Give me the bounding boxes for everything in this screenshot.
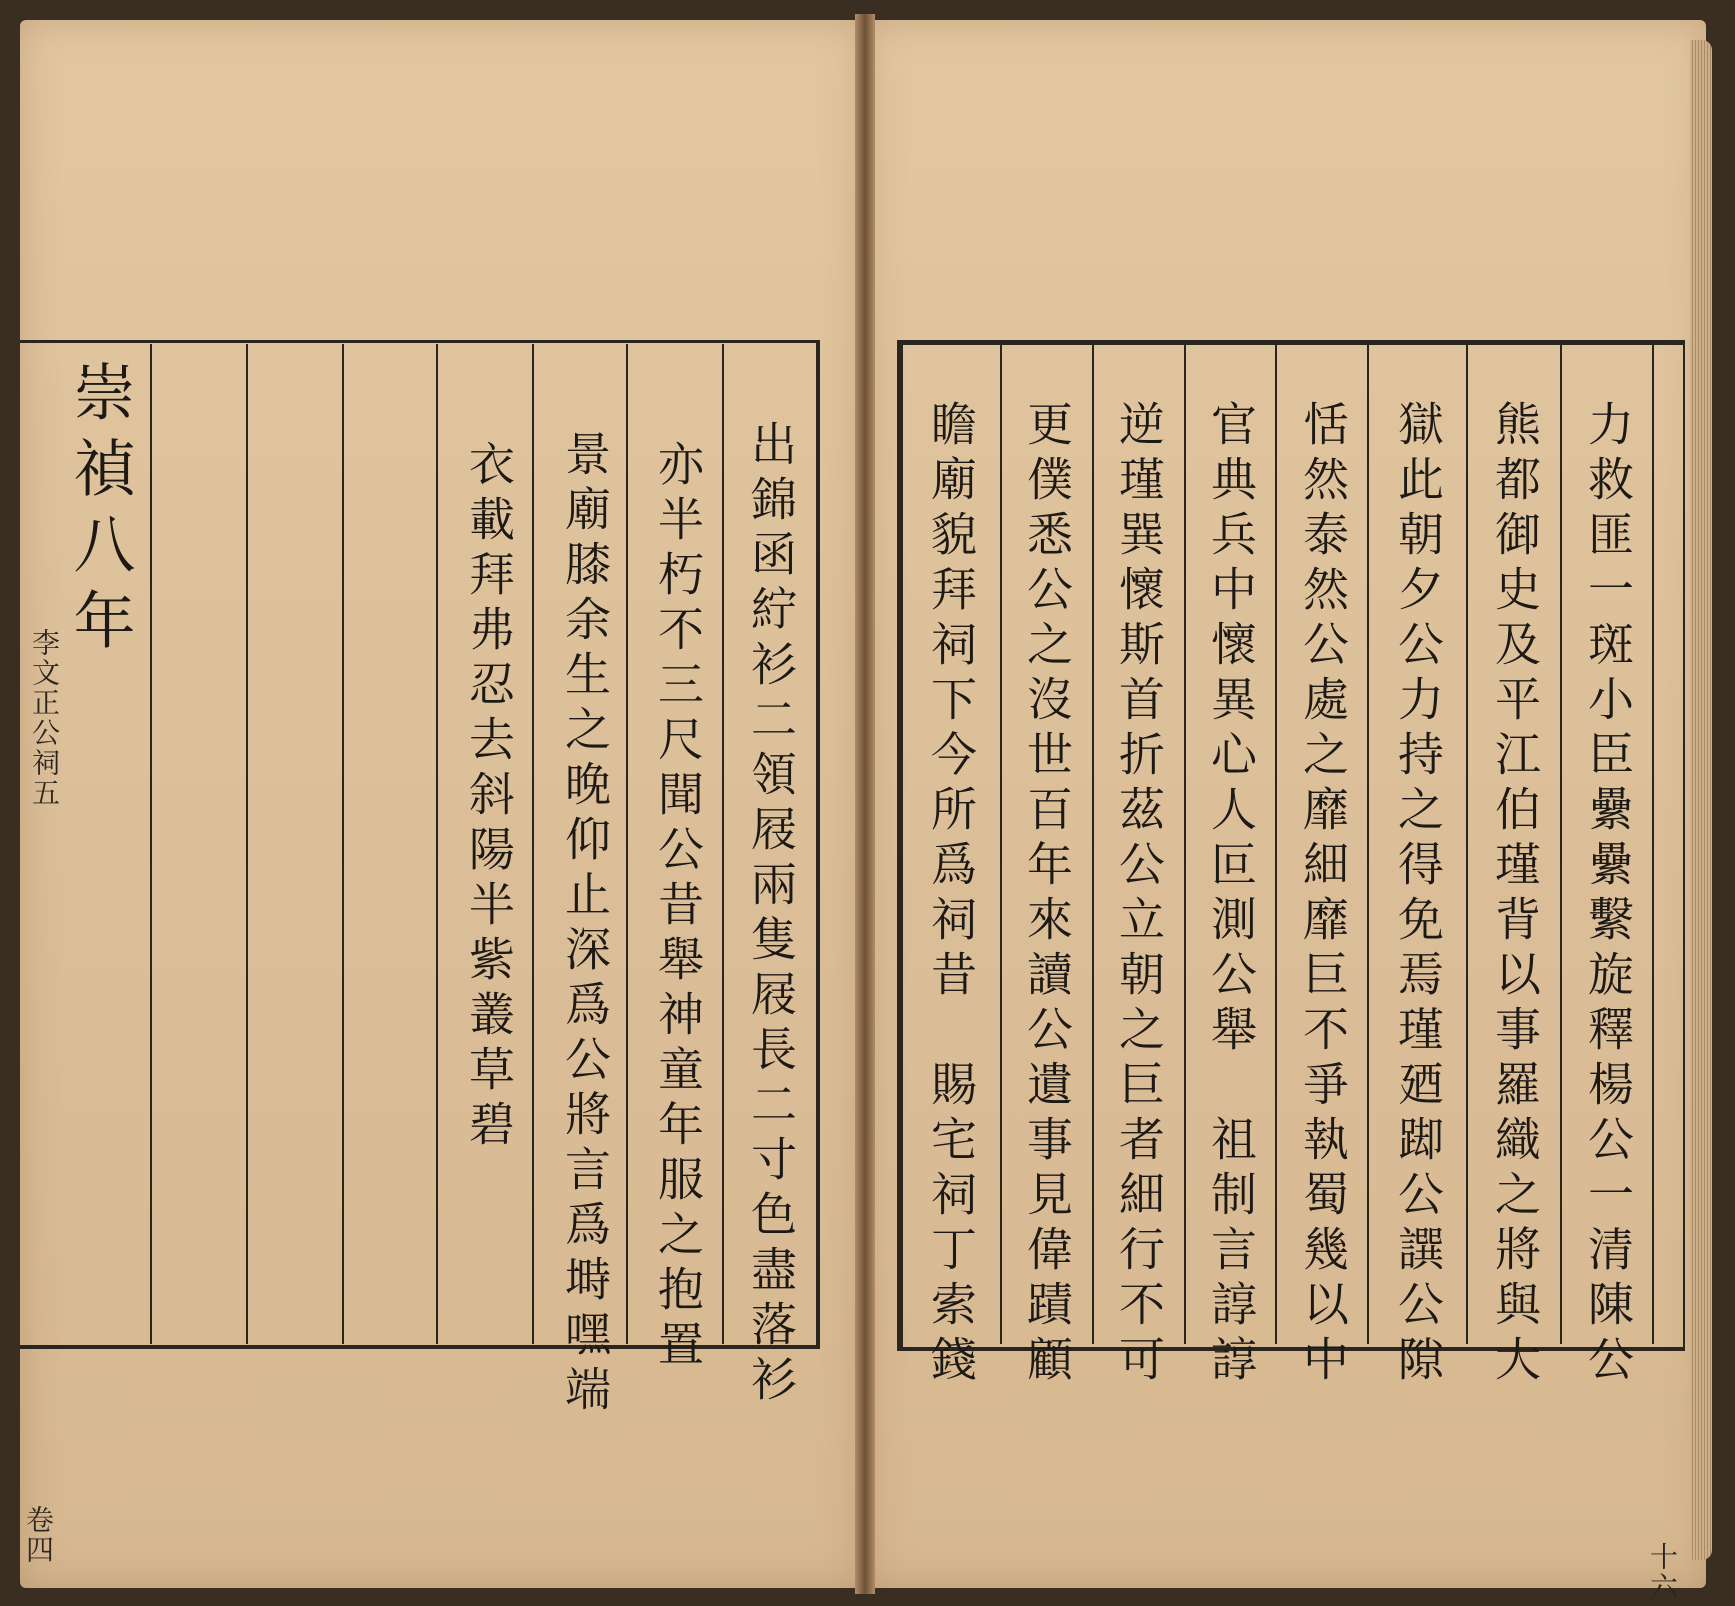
- text-column: 瞻廟貌拜祠下今所爲祠昔 賜宅祠丁索錢: [924, 400, 978, 1390]
- leaf-number: 十六: [1646, 1542, 1679, 1602]
- column-rule: [246, 344, 248, 1344]
- page-edges: [1690, 40, 1712, 1560]
- text-column: 恬然泰然公處之靡細靡巨不爭執蜀幾以中: [1296, 400, 1350, 1390]
- column-rule: [1367, 344, 1369, 1344]
- text-column: 亦半朽不三尺聞公昔舉神童年服之抱置: [651, 440, 705, 1375]
- book-spine: [855, 14, 875, 1594]
- text-column: 更僕悉公之沒世百年來讀公遺事見偉蹟顧: [1020, 400, 1074, 1390]
- column-rule: [1184, 344, 1186, 1344]
- text-column: 逆瑾巽懷斯首折茲公立朝之巨者細行不可: [1112, 400, 1166, 1390]
- column-rule: [1652, 344, 1654, 1344]
- column-rule: [436, 344, 438, 1344]
- column-rule: [1000, 344, 1002, 1344]
- column-rule: [1466, 344, 1468, 1344]
- column-rule: [150, 344, 152, 1344]
- column-rule: [722, 344, 724, 1344]
- column-rule: [342, 344, 344, 1344]
- text-column: 出錦函紵衫二領屐兩隻屐長二寸色盡落衫: [744, 420, 798, 1410]
- page-title: 崇禎八年: [63, 360, 136, 664]
- volume-label: 卷四: [22, 1505, 55, 1565]
- text-column: 官典兵中懷異心人叵測公舉 祖制言諄諄: [1204, 400, 1258, 1390]
- column-rule: [1560, 344, 1562, 1344]
- text-column: 景廟膝余生之晚仰止深爲公將言爲塒嘿端: [558, 430, 612, 1420]
- column-rule: [532, 344, 534, 1344]
- column-rule: [1092, 344, 1094, 1344]
- column-rule: [1275, 344, 1277, 1344]
- right-text-frame: [897, 340, 1685, 1351]
- text-column: 力救匪一斑小臣纍纍繫旋釋楊公一清陳公: [1581, 400, 1635, 1390]
- text-column: 衣載拜弗忍去斜陽半紫叢草碧: [462, 440, 516, 1155]
- text-column: 熊都御史及平江伯瑾背以事羅織之將與大: [1488, 400, 1542, 1390]
- text-column: 獄此朝夕公力持之得免焉瑾廼踋公譔公隙: [1391, 400, 1445, 1390]
- column-rule: [626, 344, 628, 1344]
- center-label: 李文正公祠五: [28, 628, 61, 808]
